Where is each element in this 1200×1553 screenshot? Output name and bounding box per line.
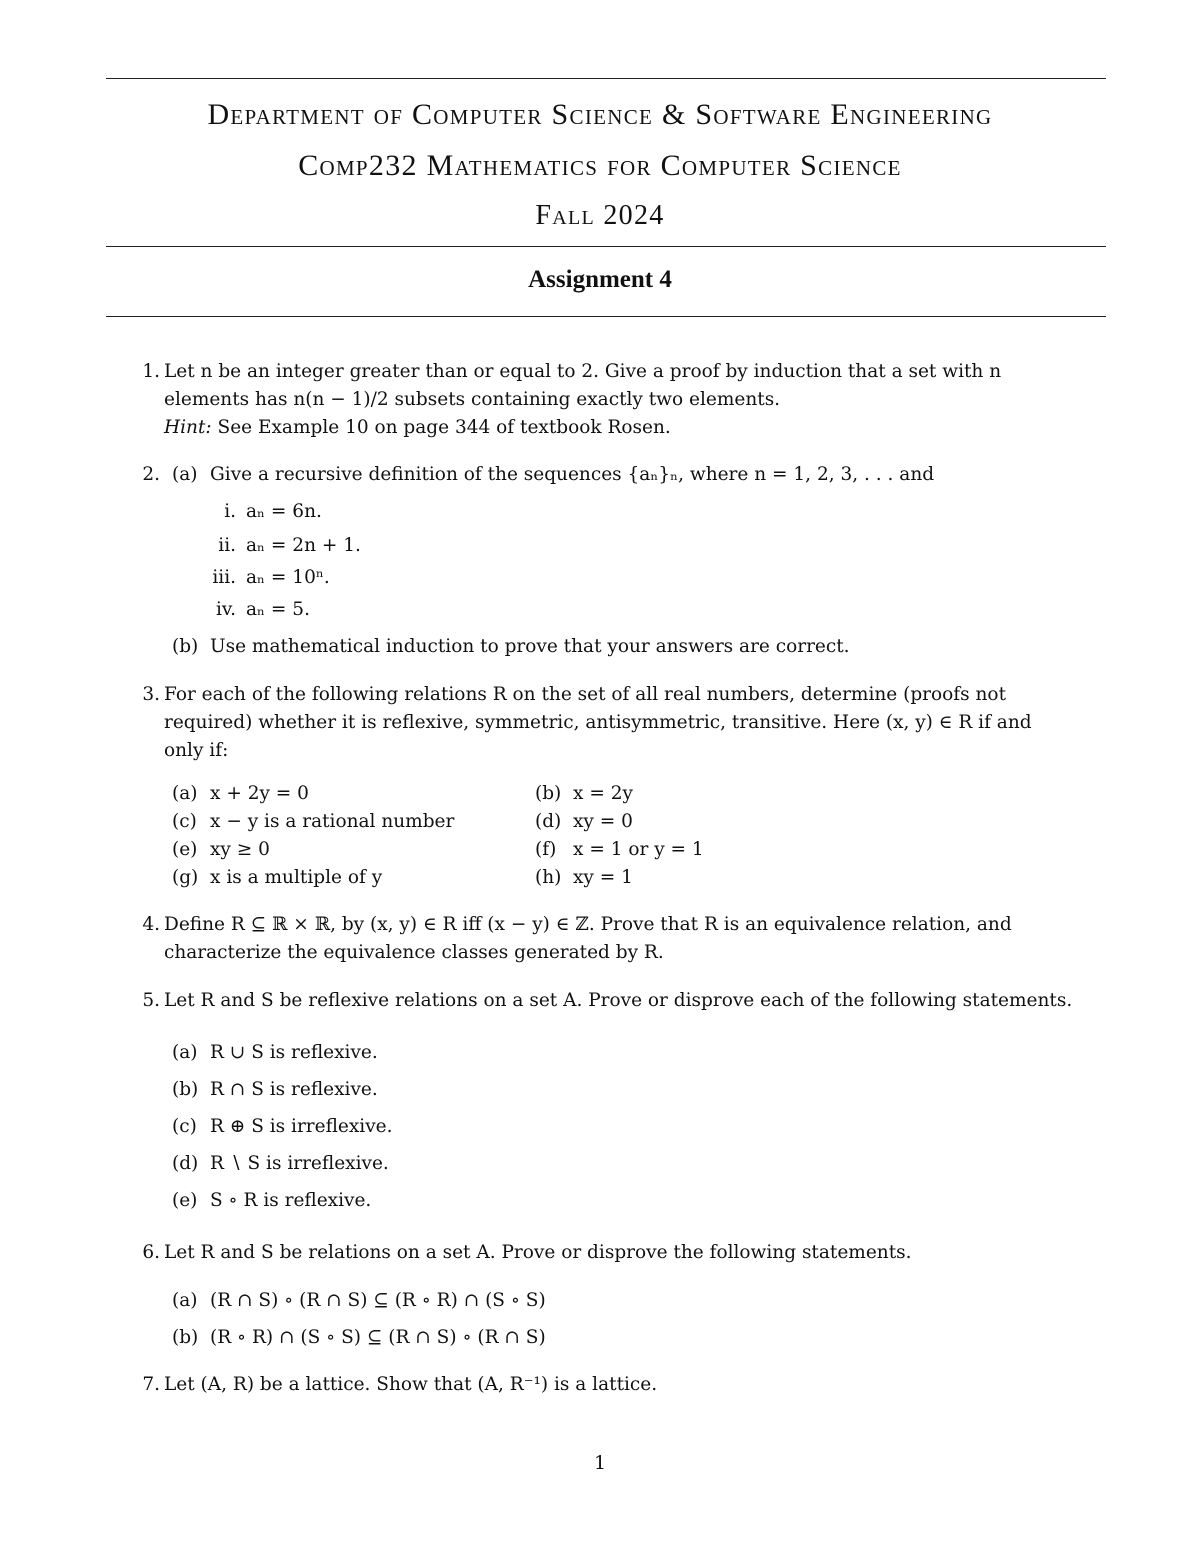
question-number: 4. bbox=[142, 914, 160, 935]
q3-relation-e bbox=[172, 836, 270, 864]
department-heading: Department of Computer Science & Software Engineering bbox=[207, 98, 993, 131]
q6-line-1: Let R and S be relations on a set A. Prove or disprove the following statements. bbox=[164, 1242, 912, 1263]
item-label: (e) bbox=[172, 1190, 198, 1211]
item-text: aₙ = 10ⁿ. bbox=[246, 567, 330, 588]
question-6 bbox=[130, 1239, 1110, 1267]
relation-label: (h) bbox=[535, 867, 562, 888]
relation-label: (e) bbox=[172, 839, 198, 860]
item-label: (b) bbox=[172, 1079, 199, 1100]
q1-line-1: Let n be an integer greater than or equal to 2. Give a proof by induction that a set with n bbox=[164, 361, 1002, 382]
item-label: (d) bbox=[172, 1153, 199, 1174]
q2-item-i bbox=[200, 498, 322, 526]
question-3 bbox=[130, 681, 1110, 765]
q7-line-1: Let (A, R) be a lattice. Show that (A, R⁻¹) is a lattice. bbox=[164, 1374, 658, 1395]
item-label: (a) bbox=[172, 1290, 198, 1311]
q3-relation-h bbox=[535, 864, 633, 892]
part-label: (b) bbox=[172, 636, 199, 657]
item-text: R ∪ S is reflexive. bbox=[210, 1042, 378, 1063]
relation-text: x + 2y = 0 bbox=[210, 783, 309, 804]
term-heading: Fall 2024 bbox=[535, 200, 665, 231]
item-text: R ∖ S is irreflexive. bbox=[210, 1153, 389, 1174]
relation-label: (c) bbox=[172, 811, 197, 832]
q5-item-a bbox=[172, 1039, 378, 1067]
relation-label: (f) bbox=[535, 839, 557, 860]
question-number: 3. bbox=[142, 684, 160, 705]
question-number: 6. bbox=[142, 1242, 160, 1263]
q6-item-a bbox=[172, 1287, 546, 1315]
relation-label: (d) bbox=[535, 811, 562, 832]
q2-item-iv bbox=[200, 596, 310, 624]
question-number: 2. bbox=[142, 464, 160, 485]
q3-line-2: required) whether it is reflexive, symmetric, antisymmetric, transitive. Here (x, y) ∈ R if and bbox=[164, 712, 1032, 733]
item-text: aₙ = 5. bbox=[246, 599, 310, 620]
q2-part-b bbox=[172, 633, 850, 661]
q3-relation-b bbox=[535, 780, 633, 808]
item-label: iii. bbox=[212, 567, 236, 588]
q2-part-b-text: Use mathematical induction to prove that your answers are correct. bbox=[210, 636, 850, 657]
q3-line-1: For each of the following relations R on the set of all real numbers, determine (proofs not bbox=[164, 684, 1007, 705]
part-label: (a) bbox=[172, 464, 198, 485]
relation-label: (g) bbox=[172, 867, 199, 888]
question-1 bbox=[130, 358, 1110, 442]
q6-item-b bbox=[172, 1324, 546, 1352]
question-number: 5. bbox=[142, 990, 160, 1011]
relation-text: xy ≥ 0 bbox=[210, 839, 270, 860]
relation-text: xy = 0 bbox=[573, 811, 633, 832]
relation-text: x is a multiple of y bbox=[210, 867, 383, 888]
hint-label: Hint: bbox=[164, 417, 212, 438]
q2-part-a bbox=[164, 461, 1110, 489]
question-7 bbox=[130, 1371, 1110, 1399]
q5-item-b bbox=[172, 1076, 378, 1104]
hint-text: See Example 10 on page 344 of textbook Rosen. bbox=[211, 417, 671, 438]
item-label: (c) bbox=[172, 1116, 197, 1137]
question-4 bbox=[130, 911, 1110, 967]
top-rule bbox=[106, 78, 1106, 79]
q2-item-ii bbox=[200, 532, 361, 560]
item-text: (R ∩ S) ∘ (R ∩ S) ⊆ (R ∘ R) ∩ (S ∘ S) bbox=[210, 1290, 546, 1311]
q1-line-2: elements has n(n − 1)/2 subsets containing exactly two elements. bbox=[164, 389, 781, 410]
relation-label: (a) bbox=[172, 783, 198, 804]
item-text: (R ∘ R) ∩ (S ∘ S) ⊆ (R ∩ S) ∘ (R ∩ S) bbox=[210, 1327, 546, 1348]
page-number: 1 bbox=[593, 1452, 607, 1474]
relation-text: x − y is a rational number bbox=[210, 811, 455, 832]
item-label: ii. bbox=[218, 535, 236, 556]
item-label: iv. bbox=[215, 599, 236, 620]
q1-hint bbox=[164, 414, 1110, 442]
item-label: (a) bbox=[172, 1042, 198, 1063]
q3-line-3: only if: bbox=[164, 740, 229, 761]
relation-text: xy = 1 bbox=[573, 867, 633, 888]
item-label: (b) bbox=[172, 1327, 199, 1348]
q5-item-d bbox=[172, 1150, 389, 1178]
q5-line-1: Let R and S be reflexive relations on a set A. Prove or disprove each of the following statements. bbox=[164, 990, 1073, 1011]
item-text: aₙ = 2n + 1. bbox=[246, 535, 361, 556]
item-text: R ∩ S is reflexive. bbox=[210, 1079, 378, 1100]
q2-part-a-text: Give a recursive definition of the sequences {aₙ}ₙ, where n = 1, 2, 3, . . . and bbox=[210, 464, 935, 485]
q2-item-iii bbox=[200, 564, 330, 592]
course-heading: Comp232 Mathematics for Computer Science bbox=[298, 149, 902, 182]
item-text: R ⊕ S is irreflexive. bbox=[210, 1116, 393, 1137]
q3-relation-a bbox=[172, 780, 309, 808]
assignment-title: Assignment 4 bbox=[528, 266, 672, 293]
q3-relation-f bbox=[535, 836, 704, 864]
question-number: 1. bbox=[142, 361, 160, 382]
relation-text: x = 2y bbox=[573, 783, 633, 804]
relation-label: (b) bbox=[535, 783, 562, 804]
item-text: S ∘ R is reflexive. bbox=[210, 1190, 372, 1211]
q4-line-2: characterize the equivalence classes generated by R. bbox=[164, 942, 664, 963]
relation-text: x = 1 or y = 1 bbox=[573, 839, 704, 860]
item-label: i. bbox=[224, 501, 236, 522]
q3-relation-g bbox=[172, 864, 382, 892]
header-rule bbox=[106, 246, 1106, 247]
title-rule bbox=[106, 316, 1106, 317]
q5-item-c bbox=[172, 1113, 393, 1141]
item-text: aₙ = 6n. bbox=[246, 501, 322, 522]
q3-relation-d bbox=[535, 808, 633, 836]
q3-relation-c bbox=[172, 808, 454, 836]
question-2 bbox=[130, 461, 1110, 489]
question-number: 7. bbox=[142, 1374, 160, 1395]
q5-item-e bbox=[172, 1187, 371, 1215]
q4-line-1: Define R ⊆ ℝ × ℝ, by (x, y) ∈ R iff (x − y) ∈ ℤ. Prove that R is an equivalence relation, and bbox=[164, 914, 1012, 935]
question-5 bbox=[130, 987, 1110, 1015]
